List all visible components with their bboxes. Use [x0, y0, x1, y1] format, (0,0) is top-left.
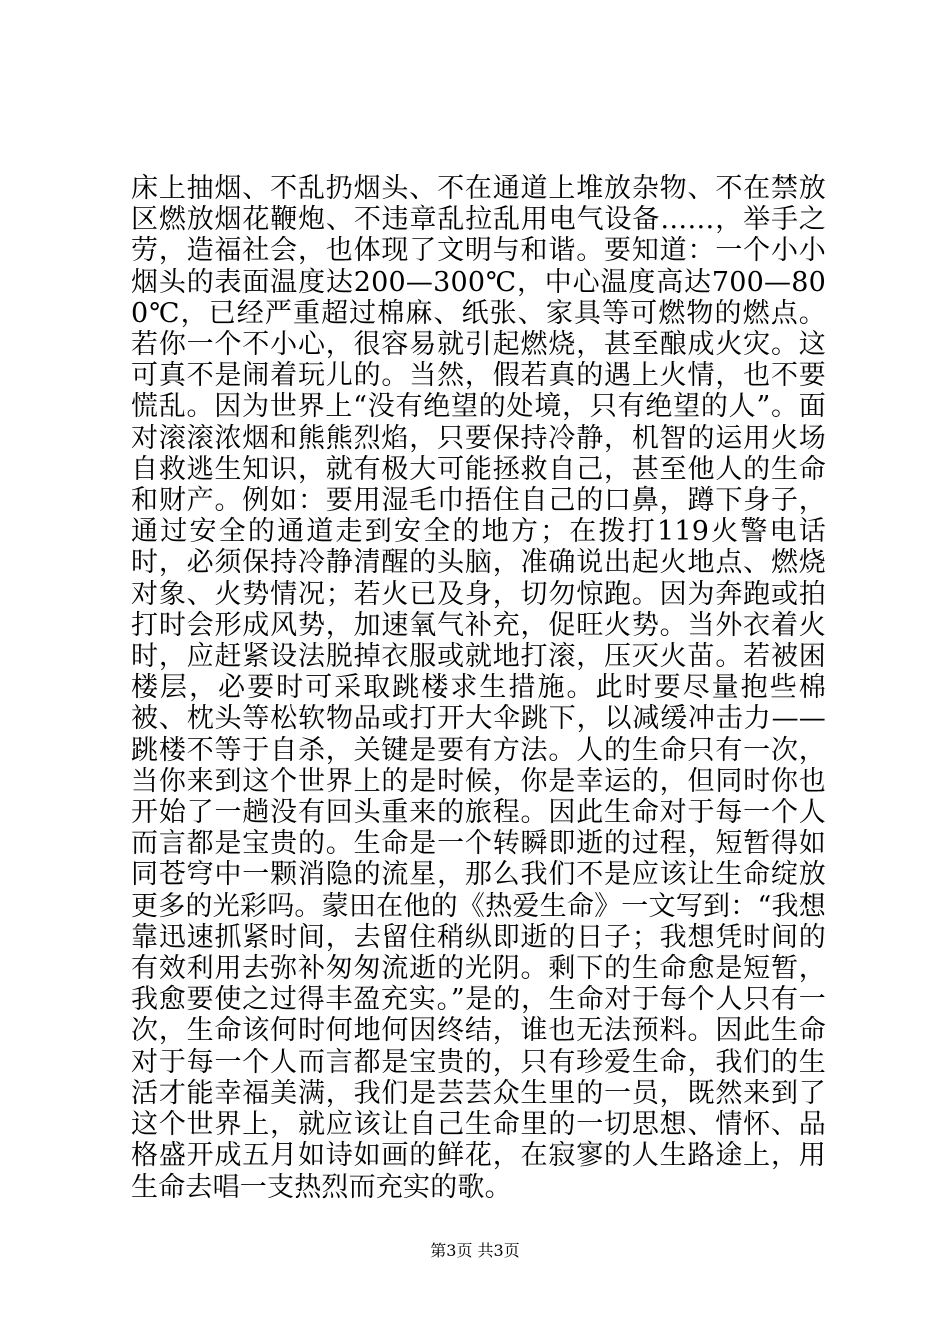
body-paragraph: 床上抽烟、不乱扔烟头、不在通道上堆放杂物、不在禁放区燃放烟花鞭炮、不违章乱拉乱用电气设备……，举手之劳，造福社会，也体现了文明与和谐。要知道：一个小小烟头的表面温度达200—300℃，中心温度高达700—800℃，已经严重超过棉麻、纸张、家具等可燃物的燃点。若你一个不小心，很容易就引起燃烧，甚至酿成火灾。这可真不是闹着玩儿的。当然，假若真的遇上火情，也不要慌乱。因为世界上“没有绝望的处境，只有绝望的人”。面对滚滚浓烟和熊熊烈焰，只要保持冷静，机智的运用火场自救逃生知识，就有极大可能拯救自己，甚至他人的生命和财产。例如：要用湿毛巾捂住自己的口鼻，蹲下身子，通过安全的通道走到安全的地方；在拨打119火警电话时，必须保持冷静清醒的头脑，准确说出起火地点、燃烧对象、火势情况；若火已及身，切勿惊跑。因为奔跑或拍打时会形成风势，加速氧气补充，促旺火势。当外衣着火时，应赶紧设法脱掉衣服或就地打滚，压灭火苗。若被困楼层，必要时可采取跳楼求生措施。此时要尽量抱些棉被、枕头等松软物品或打开大伞跳下，以减缓冲击力——跳楼不等于自杀，关键是要有方法。人的生命只有一次，当你来到这个世界上的是时候，你是幸运的，但同时你也开始了一趟没有回头重来的旅程。因此生命对于每一个人而言都是宝贵的。生命是一个转瞬即逝的过程，短暂得如同苍穹中一颗消隐的流星，那么我们不是应该让生命绽放更多的光彩吗。蒙田在他的《热爱生命》一文写到：“我想靠迅速抓紧时间，去留住稍纵即逝的日子；我想凭时间的有效利用去弥补匆匆流逝的光阴。剩下的生命愈是短暂，我愈要使之过得丰盈充实。”是的，生命对于每个人只有一次，生命该何时何地何因终结，谁也无法预料。因此生命对于每一个人而言都是宝贵的，只有珍爱生命，我们的生活才能幸福美满，我们是芸芸众生里的一员，既然来到了这个世界上，就应该让自己生命里的一切思想、情怀、品格盛开成五月如诗如画的鲜花，在寂寥的人生路途上，用生命去唱一支热烈而充实的歌。 — [131, 173, 826, 1203]
page-footer: 第3页 共3页 — [430, 1241, 520, 1260]
